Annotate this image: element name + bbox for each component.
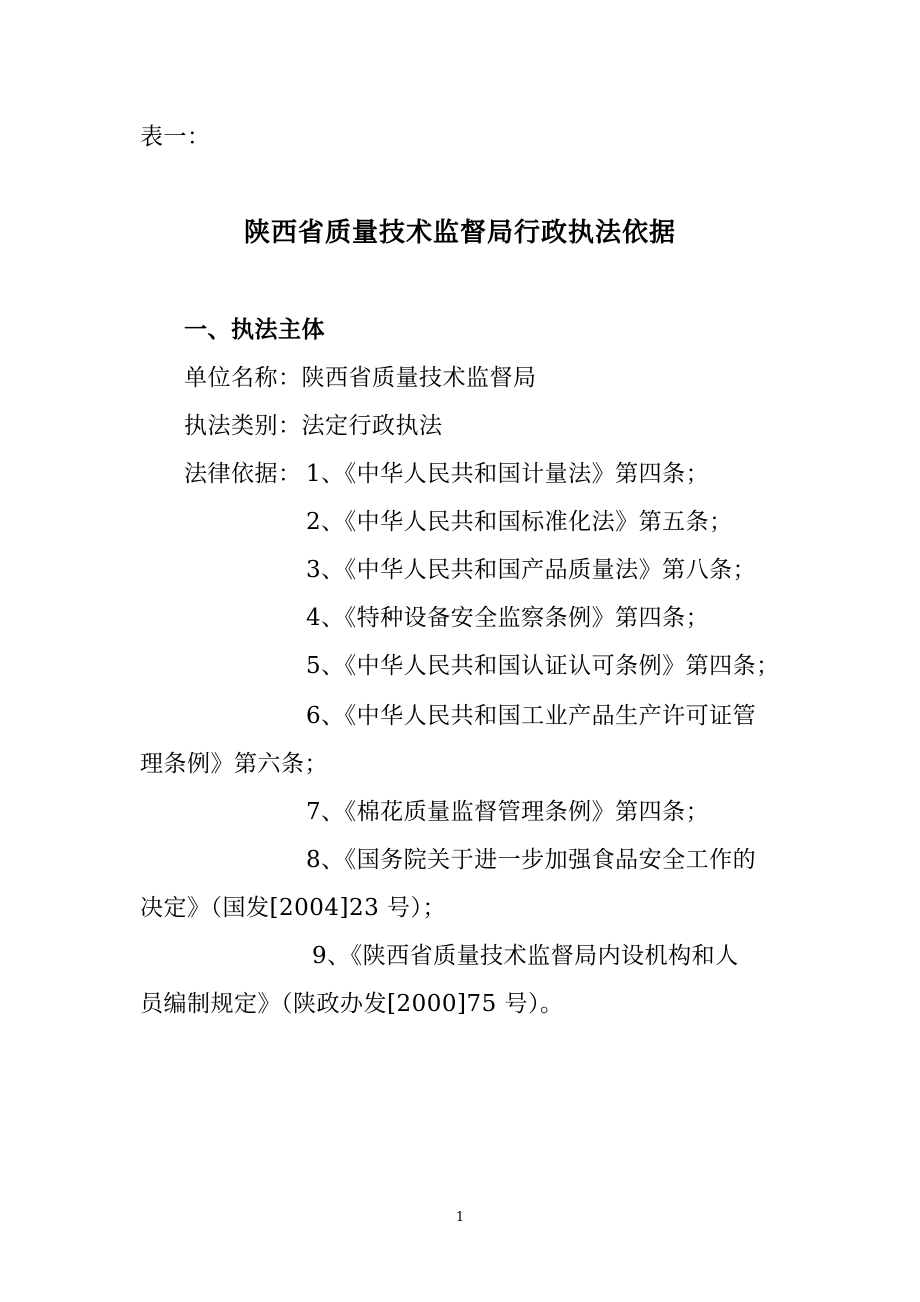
- unit-name: 单位名称：陕西省质量技术监督局: [184, 365, 537, 391]
- basis-item-7: 7、《棉花质量监督管理条例》第四条；: [306, 799, 710, 825]
- basis-item-1: 1、《中华人民共和国计量法》第四条；: [306, 461, 710, 487]
- basis-item-2: 2、《中华人民共和国标准化法》第五条；: [306, 509, 733, 535]
- basis-item-5: 5、《中华人民共和国认证认可条例》第四条；: [306, 653, 780, 679]
- page-number: 1: [455, 1210, 465, 1225]
- basis-item-6: 6、《中华人民共和国工业产品生产许可证管: [306, 703, 757, 729]
- basis-item-8: 8、《国务院关于进一步加强食品安全工作的: [306, 847, 757, 873]
- basis-item-9: 9、《陕西省质量技术监督局内设机构和人: [312, 943, 739, 969]
- section-heading: 一、执法主体: [184, 317, 325, 343]
- legal-basis-label: 法律依据：: [184, 461, 302, 487]
- table-label: 表一：: [140, 124, 211, 150]
- basis-item-8-cont: 决定》（国发[2004]23 号）；: [140, 895, 447, 921]
- basis-item-9-cont: 员编制规定》（陕政办发[2000]75 号）。: [140, 991, 564, 1017]
- basis-item-4: 4、《特种设备安全监察条例》第四条；: [306, 605, 710, 631]
- page-title: 陕西省质量技术监督局行政执法依据: [243, 218, 676, 248]
- basis-item-6-cont: 理条例》第六条；: [140, 751, 328, 777]
- enforcement-category: 执法类别：法定行政执法: [184, 413, 443, 439]
- basis-item-3: 3、《中华人民共和国产品质量法》第八条；: [306, 557, 757, 583]
